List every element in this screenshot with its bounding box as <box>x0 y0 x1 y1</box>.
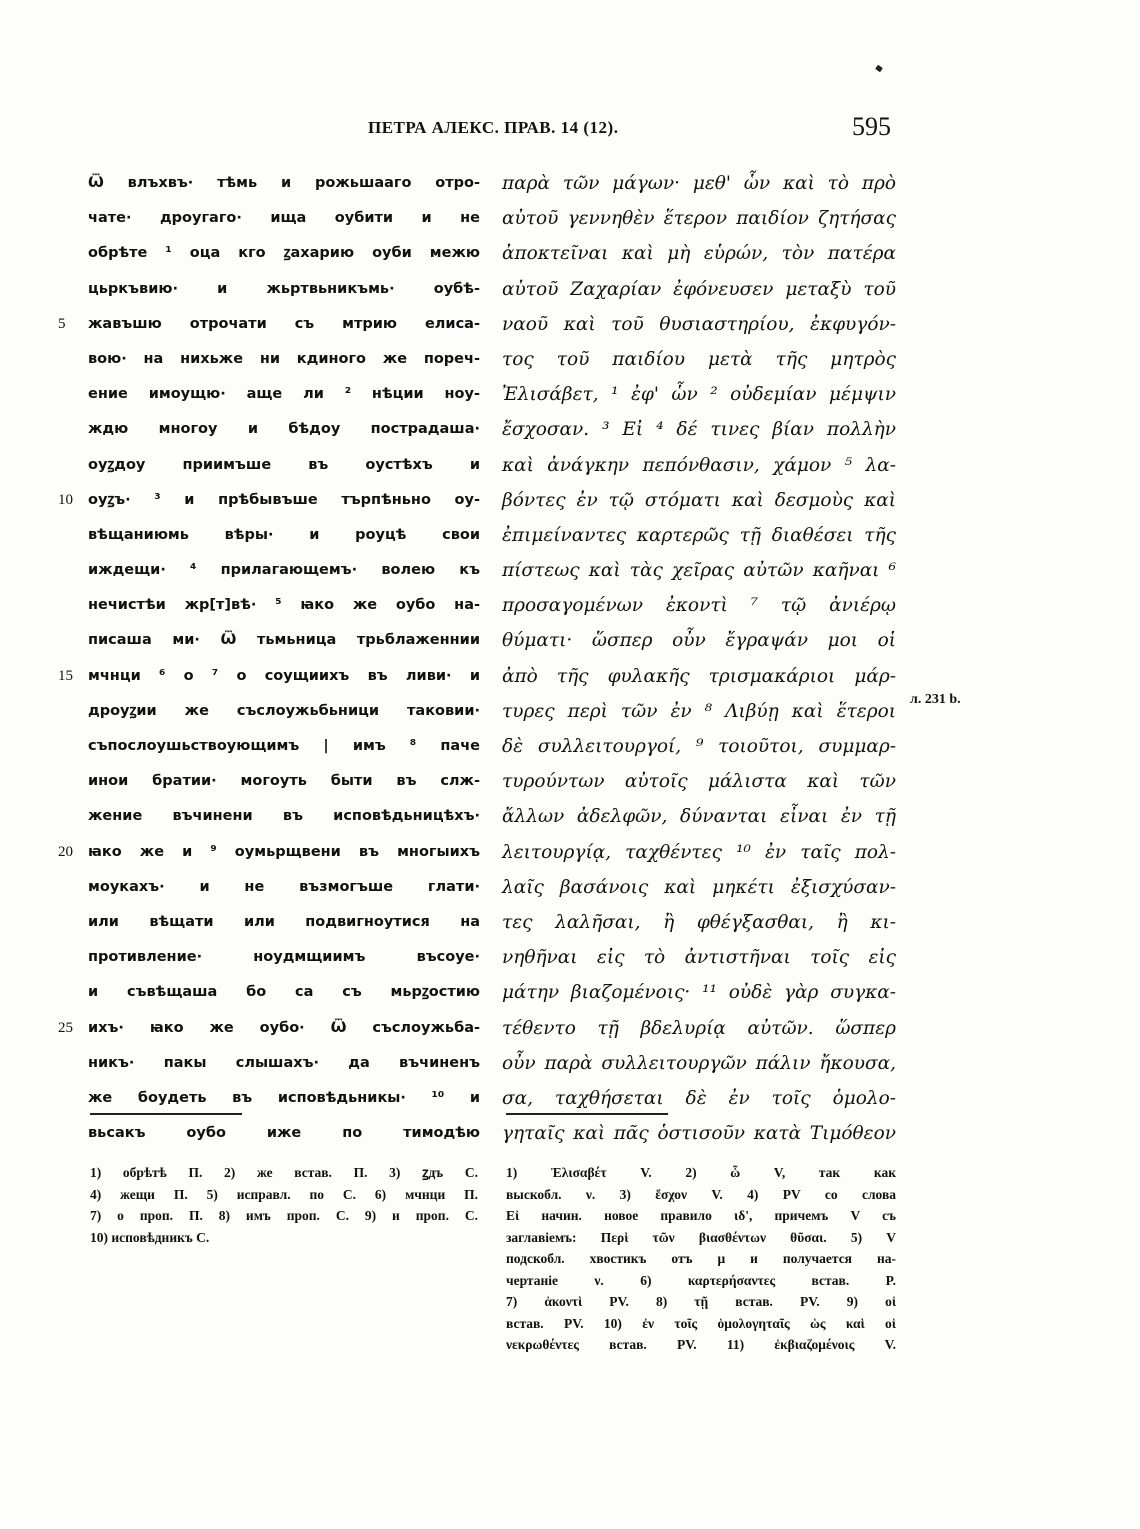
text-line: καὶ ἀνάγκην πεπόνθασιν, χάμον ⁵ λα- <box>502 454 896 476</box>
text-line: Ѿ влъхвъ· тѣмь и рожьшааго отро- <box>88 175 480 191</box>
text-line: инои братии· могоуть быти въ слж- <box>88 773 480 790</box>
text-line: βόντες ἐν τῷ στόματι καὶ δεσμοὺς καὶ <box>502 489 896 511</box>
text-line: τος τοῦ παιδίου μετὰ τῆς μητρὸς <box>502 348 896 370</box>
text-line: вьсакъ оубо иже по тимодѣю <box>88 1125 480 1142</box>
text-line: ἀπὸ τῆς φυλακῆς τρισμακάριοι μάρ- <box>502 665 896 687</box>
text-line: σα, ταχθήσεται δὲ ἐν τοῖς ὁμολο- <box>502 1087 896 1109</box>
text-line: τυρες περὶ τῶν ἐν ⁸ Λιβύῃ καὶ ἕτεροι <box>502 700 896 722</box>
text-line <box>58 835 480 870</box>
footnote-line: Εἰ начин. новое правило ιδ', причемъ V съ <box>506 1208 896 1223</box>
text-line: ἔσχοσαν. ³ Εἰ ⁴ δέ τινες βίαν πολλὴν <box>502 419 896 441</box>
text-line: αὐτοῦ γεννηθὲν ἕτερον παιδίον ζητήσας <box>502 208 896 230</box>
page-number: 595 <box>852 112 891 141</box>
text-line: προσαγομένων ἐκοντὶ ⁷ τῷ ἀνιέρῳ <box>502 595 896 617</box>
text-line: писаша ми· Ѿ тьмьница трьблаженнии <box>88 632 480 649</box>
scan-speck <box>875 65 883 73</box>
footnote-line: 7) ἀκοντὶ PV. 8) τῇ встав. PV. 9) οἱ <box>506 1294 896 1309</box>
church-slavonic-column <box>58 166 480 1151</box>
text-line: съпослоушьствоующимъ | имъ ⁸ паче <box>88 738 480 754</box>
footnotes-left <box>90 1162 478 1248</box>
greek-column <box>502 166 896 1151</box>
text-line: дроуꙁии же съслоужьбьници таковии· <box>88 702 480 719</box>
text-line: противление· ноудмщиимъ въсоуе· <box>88 949 480 966</box>
text-line: τυρούντων αὐτοῖς μάλιστα καὶ τῶν <box>502 771 896 793</box>
text-line: παρὰ τῶν μάγων· μεθ' ὧν καὶ τὸ πρὸ <box>502 173 896 194</box>
text-line: θύματι· ὥσπερ οὖν ἔγραψάν μοι οἱ <box>502 630 896 652</box>
text-line: чате· дроугаго· ища оубити и не <box>88 210 480 227</box>
text-line: вою· на нихьже ни кдиного же пореч- <box>88 350 480 367</box>
text-line: ἐπιμείναντες καρτερῶς τῇ διαθέσει τῆς <box>502 524 896 546</box>
text-line <box>58 659 480 694</box>
footnotes-right <box>506 1162 896 1356</box>
footnote-line: 10) исповѣдникъ С. <box>90 1229 210 1245</box>
text-line-content: ꙗко же и ⁹ оумьрщвени въ многыихъ <box>88 843 480 860</box>
text-line: γηταῖς καὶ πᾶς ὁστισοῦν κατὰ Τιμόθεον <box>502 1123 896 1145</box>
text-line-content: мчнци ⁶ о ⁷ о соущиихъ въ ливи· и <box>88 667 480 684</box>
text-line: ἀποκτεῖναι καὶ μὴ εὑρών, τὸν πατέρα <box>502 243 896 265</box>
text-line: оуꙁдоу приимъше въ оустѣхъ и <box>88 456 480 473</box>
text-line: νηθῆναι εἰς τὸ ἀντιστῆναι τοῖς εἰς <box>502 947 896 969</box>
footnote-line: встав. PV. 10) ἐν τοῖς ὁμολογηταῖς ὡς καὶ οἱ <box>506 1315 896 1331</box>
line-number: 20 <box>58 843 73 860</box>
text-line: ἄλλων ἀδελφῶν, δύνανται εἶναι ἐν τῇ <box>502 806 896 828</box>
text-line <box>58 307 480 342</box>
running-title: ПЕТРА АЛЕКС. ПРАВ. 14 (12). <box>368 118 619 137</box>
footnote-line: 1) Ἐλισαβέτ V. 2) ὧ V, так как <box>506 1165 896 1180</box>
footnote-line: подскобл. хвостикъ отъ μ и получается на- <box>506 1251 896 1266</box>
text-line: ждю многоу и бѣдоу пострадаша· <box>88 421 480 438</box>
text-line: τες λαλῆσαι, ἢ φθέγξασθαι, ἢ κι- <box>502 911 896 933</box>
text-line-content: жавъшю отрочати съ мтрию елиса- <box>88 315 480 332</box>
footnote-rule-left <box>90 1113 242 1115</box>
text-line: τέθεντο τῇ βδελυρίᾳ αὐτῶν. ὥσπερ <box>502 1017 896 1039</box>
text-line: μάτην βιαζομένοις· ¹¹ οὐδὲ γὰρ συγκα- <box>502 982 896 1004</box>
line-number: 25 <box>58 1019 73 1036</box>
text-line: λειτουργίᾳ, ταχθέντες ¹⁰ ἐν ταῖς πολ- <box>502 841 896 863</box>
text-line: жение въчинени въ исповѣдьницѣхъ· <box>88 808 480 825</box>
text-line: δὲ συλλειτουργοί, ⁹ τοιοῦτοι, συμμαρ- <box>502 736 896 757</box>
line-number: 5 <box>58 315 66 332</box>
text-line: цьркъвию· и жьртвьникъмь· оубѣ- <box>88 280 480 297</box>
text-line: πίστεως καὶ τὰς χεῖρας αὐτῶν καῆναι ⁶ <box>502 560 896 582</box>
line-number: 10 <box>58 491 73 508</box>
footnote-rule-right <box>506 1113 668 1115</box>
footnote-line: νεκρωθέντες встав. PV. 11) ἐκβιαζομένοις V. <box>506 1337 896 1352</box>
text-line: ναοῦ καὶ τοῦ θυσιαστηρίου, ἐκφυγόν- <box>502 313 896 335</box>
footnote-line: 4) жещи П. 5) исправл. по С. 6) мчнци П. <box>90 1186 478 1202</box>
line-number: 15 <box>58 667 73 684</box>
text-line: иждещи· ⁴ прилагающемъ· волею къ <box>88 562 480 579</box>
text-line: и съвѣщаша бо са съ мьрꙁостию <box>88 984 480 1001</box>
footnote-line: чертаніе ν. 6) καρτερήσαντες встав. P. <box>506 1272 896 1288</box>
text-line: αὐτοῦ Ζαχαρίαν ἐφόνευσεν μεταξὺ τοῦ <box>502 278 896 300</box>
text-line: вѣщаниюмь вѣры· и роуцѣ свои <box>88 526 480 543</box>
footnote-line: выскобл. ν. 3) ἔσχον V. 4) PV со слова <box>506 1186 896 1202</box>
page-header <box>0 112 1140 152</box>
footnote-line: 1) обрѣтѣ П. 2) же встав. П. 3) ꙁдъ С. <box>90 1165 478 1180</box>
footnote-line: 7) о проп. П. 8) имъ проп. С. 9) и проп. С. <box>90 1208 478 1223</box>
text-line: никъ· пакы слышахъ· да въчиненъ <box>88 1054 480 1071</box>
footnote-line: заглавіемъ: Περὶ τῶν βιασθέντων θῦσαι. 5) V <box>506 1229 896 1245</box>
text-line: λαῖς βασάνοις καὶ μηκέτι ἐξισχύσαν- <box>502 876 896 898</box>
text-line: ение имоущю· аще ли ² нѣции ноу- <box>88 386 480 403</box>
text-line <box>58 1011 480 1046</box>
text-line: обрѣте ¹ оца кго ꙁахарию оуби межю <box>88 245 480 262</box>
text-line: моукахъ· и не възмогъше глати· <box>88 878 480 895</box>
text-line <box>58 483 480 518</box>
text-line: οὖν παρὰ συλλειτουργῶν πάλιν ἤκουσα, <box>502 1052 896 1074</box>
text-line: же боудеть въ исповѣдьникы· ¹⁰ и <box>88 1089 480 1106</box>
folio-margin-note: л. 231 b. <box>910 692 961 707</box>
text-line: или вѣщати или подвигноутися на <box>88 913 480 930</box>
text-line: Ἐλισάβετ, ¹ ἐφ' ὧν ² οὐδεμίαν μέμψιν <box>502 384 896 406</box>
text-line-content: оуꙁъ· ³ и прѣбывъше търпѣньно оу- <box>88 491 480 508</box>
text-line: нечистѣи жр[т]вѣ· ⁵ ꙗко же оубо на- <box>88 597 480 614</box>
text-line-content: ихъ· ꙗко же оубо· Ѿ съслоужьба- <box>88 1019 480 1036</box>
